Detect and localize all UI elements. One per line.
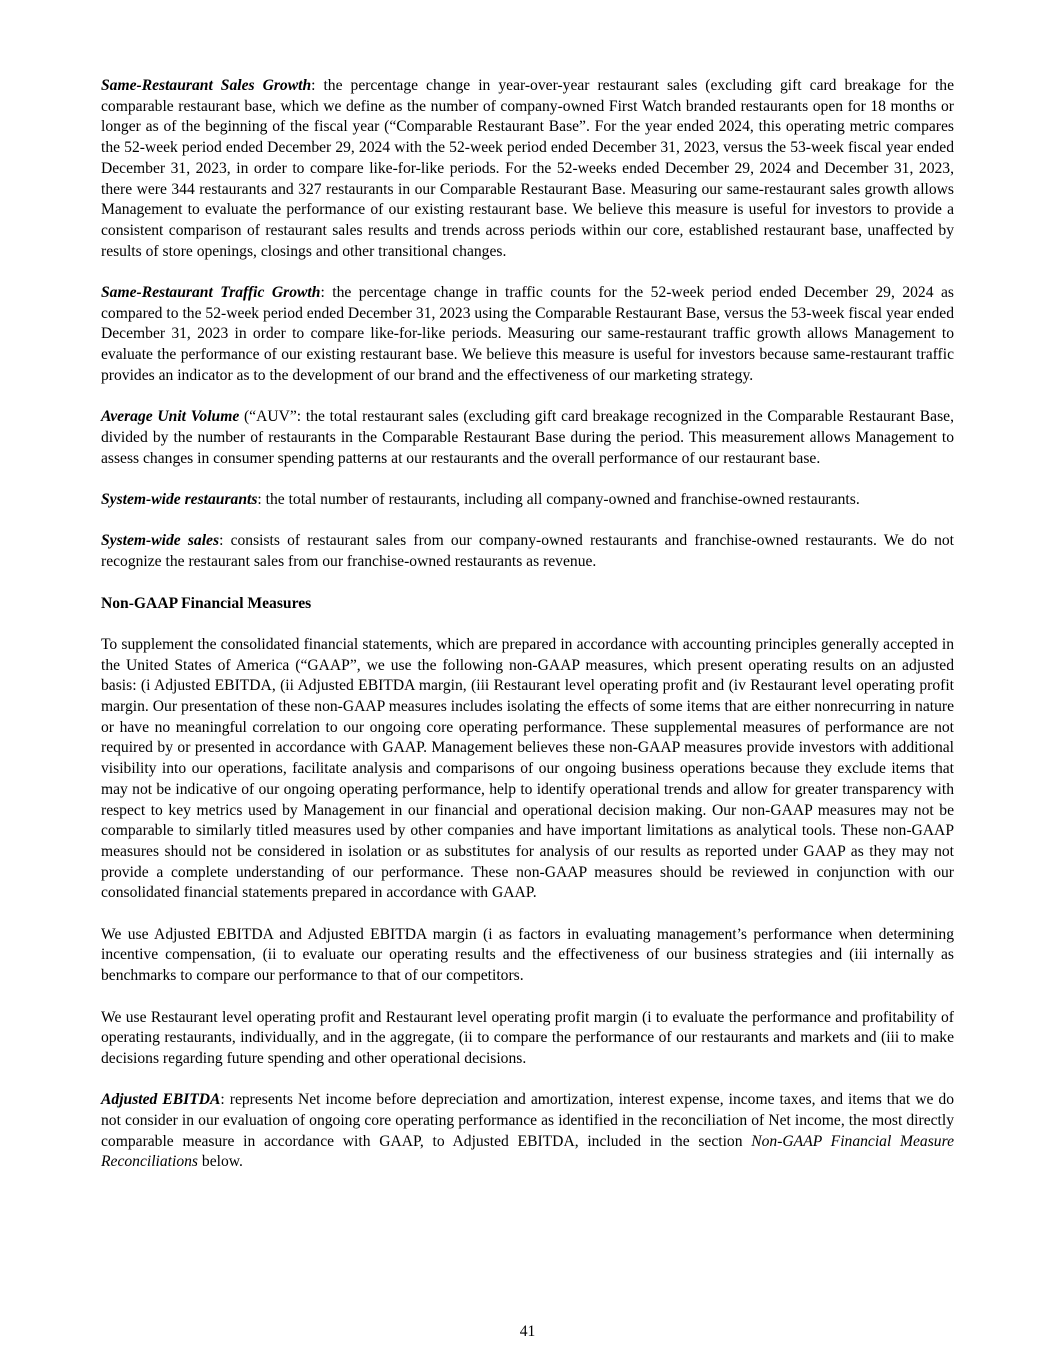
definition-system-wide-restaurants (101, 490, 954, 511)
definition: : the percentage change in year-over-year restaurant sales (excluding gift card breakage for the comparable restaurant base, which we define as the number of company-owned First Watch branded restaurants open for 18 months or longer as of the beginning of the fiscal year (“Comparable Restaurant Base”. For the year ended 2024, this operating metric compares the 52-week period ended December 29, 2024 with the 52-week period ended December 31, 2023, versus the 53-week fiscal year ended December 31, 2023, in order to compare like-for-like periods. For the 52-weeks ended December 29, 2024 and December 31, 2023, there were 344 restaurants and 327 restaurants in our Comparable Restaurant Base. Measuring our same-restaurant sales growth allows Management to evaluate the performance of our existing restaurant base. We believe this measure is useful for investors to provide a consistent comparison of restaurant sales results and trends across periods within our core, established restaurant base, unaffected by results of store openings, closings and other transitional changes. (101, 77, 954, 260)
nongaap-paragraph: We use Restaurant level operating profit and Restaurant level operating profit margin (i to evaluate the performance and profitability of operating restaurants, individually, and in the aggregate, (ii to compare the performance of our restaurants and markets and (iii to make decisions regarding future spending and other operational decisions. (101, 1008, 954, 1067)
definition-system-wide-sales (101, 531, 954, 572)
definition-same-restaurant-sales (101, 76, 954, 262)
term: System-wide restaurants (101, 491, 258, 509)
page-number: 41 (519, 1323, 536, 1340)
definition-same-restaurant-traffic (101, 283, 954, 387)
definition: : the percentage change in traffic counts for the 52-week period ended December 29, 2024 as compared to the 52-week period ended December 31, 2023 using the Comparable Restaurant Base, versus the 53-week fiscal year ended December 31, 2023 in order to compare like-for-like periods. Measuring our same-restaurant traffic growth allows Management to evaluate the performance of our existing restaurant base. We believe this measure is useful for investors because same-restaurant traffic provides an indicator as to the development of our brand and the effectiveness of our marketing strategy. (101, 284, 954, 384)
nongaap-paragraph: We use Adjusted EBITDA and Adjusted EBITDA margin (i as factors in evaluating management’s performance when determining incentive compensation, (ii to evaluate our operating results and the effectiveness of our business strategies and (iii internally as benchmarks to compare our performance to that of our competitors. (101, 925, 954, 985)
definition: : the total number of restaurants, including all company-owned and franchise-owned restaurants. (257, 491, 860, 509)
definition-auv (101, 407, 954, 469)
term: Adjusted EBITDA (101, 1091, 221, 1109)
nongaap-paragraph: To supplement the consolidated financial statements, which are prepared in accordance with accounting principles generally accepted in the United States of America (“GAAP”, we use the following non-GAAP measures, which present operating results on an adjusted basis: (i Adjusted EBITDA, (ii Adjusted EBITDA margin, (iii Restaurant level operating profit and (iv Restaurant level operating profit margin. Our presentation of these non-GAAP measures includes isolating the effects of some items that are either nonrecurring in nature or have no meaningful correlation to our ongoing core operating performance. These supplemental measures of performance are not required by or presented in accordance with GAAP. Management believes these non-GAAP measures provide investors with additional visibility into our operations, facilitate analysis and comparisons of our ongoing business operations because they exclude items that may not be indicative of our ongoing operating performance, help to identify operational trends and allow for greater transparency with respect to key metrics used by Management in our financial and operational decision making. Our non-GAAP measures may not be comparable to similarly titled measures used by other companies and have important limitations as analytical tools. These non-GAAP measures should not be considered in isolation or as substitutes for analysis of our results as reported under GAAP as they may not provide a complete understanding of our performance. These non-GAAP measures should be reviewed in conjunction with our consolidated financial statements prepared in accordance with GAAP. (101, 635, 954, 902)
section-heading: Non-GAAP Financial Measures (101, 594, 312, 612)
section-reference: Non-GAAP Financial Measure Reconciliations (101, 1132, 955, 1171)
definition-tail: below. (198, 1153, 243, 1171)
definition: (“AUV”: the total restaurant sales (excluding gift card breakage recognized in the Comparable Restaurant Base, divided by the number of restaurants in the Comparable Restaurant Base during the period. This measurement allows Management to assess changes in consumer spending patterns at our restaurants and the overall performance of our restaurant base. (101, 408, 954, 467)
definition-adjusted-ebitda (101, 1090, 954, 1173)
definition: : consists of restaurant sales from our company-owned restaurants and franchise-owned restaurants. We do not recognize the restaurant sales from our franchise-owned restaurants as revenue. (101, 532, 955, 571)
term: Same-Restaurant Traffic Growth (101, 284, 321, 302)
definition: : represents Net income before depreciation and amortization, interest expense, income taxes, and items that we do not consider in our evaluation of ongoing core operating performance as identified in the reconciliation of Net income, the most directly comparable measure in accordance with GAAP, to Adjusted EBITDA, included in the section (101, 1091, 954, 1150)
term: System-wide sales (101, 532, 220, 550)
term: Same-Restaurant Sales Growth (101, 77, 312, 94)
document-body (101, 76, 954, 1194)
term: Average Unit Volume (101, 408, 240, 426)
